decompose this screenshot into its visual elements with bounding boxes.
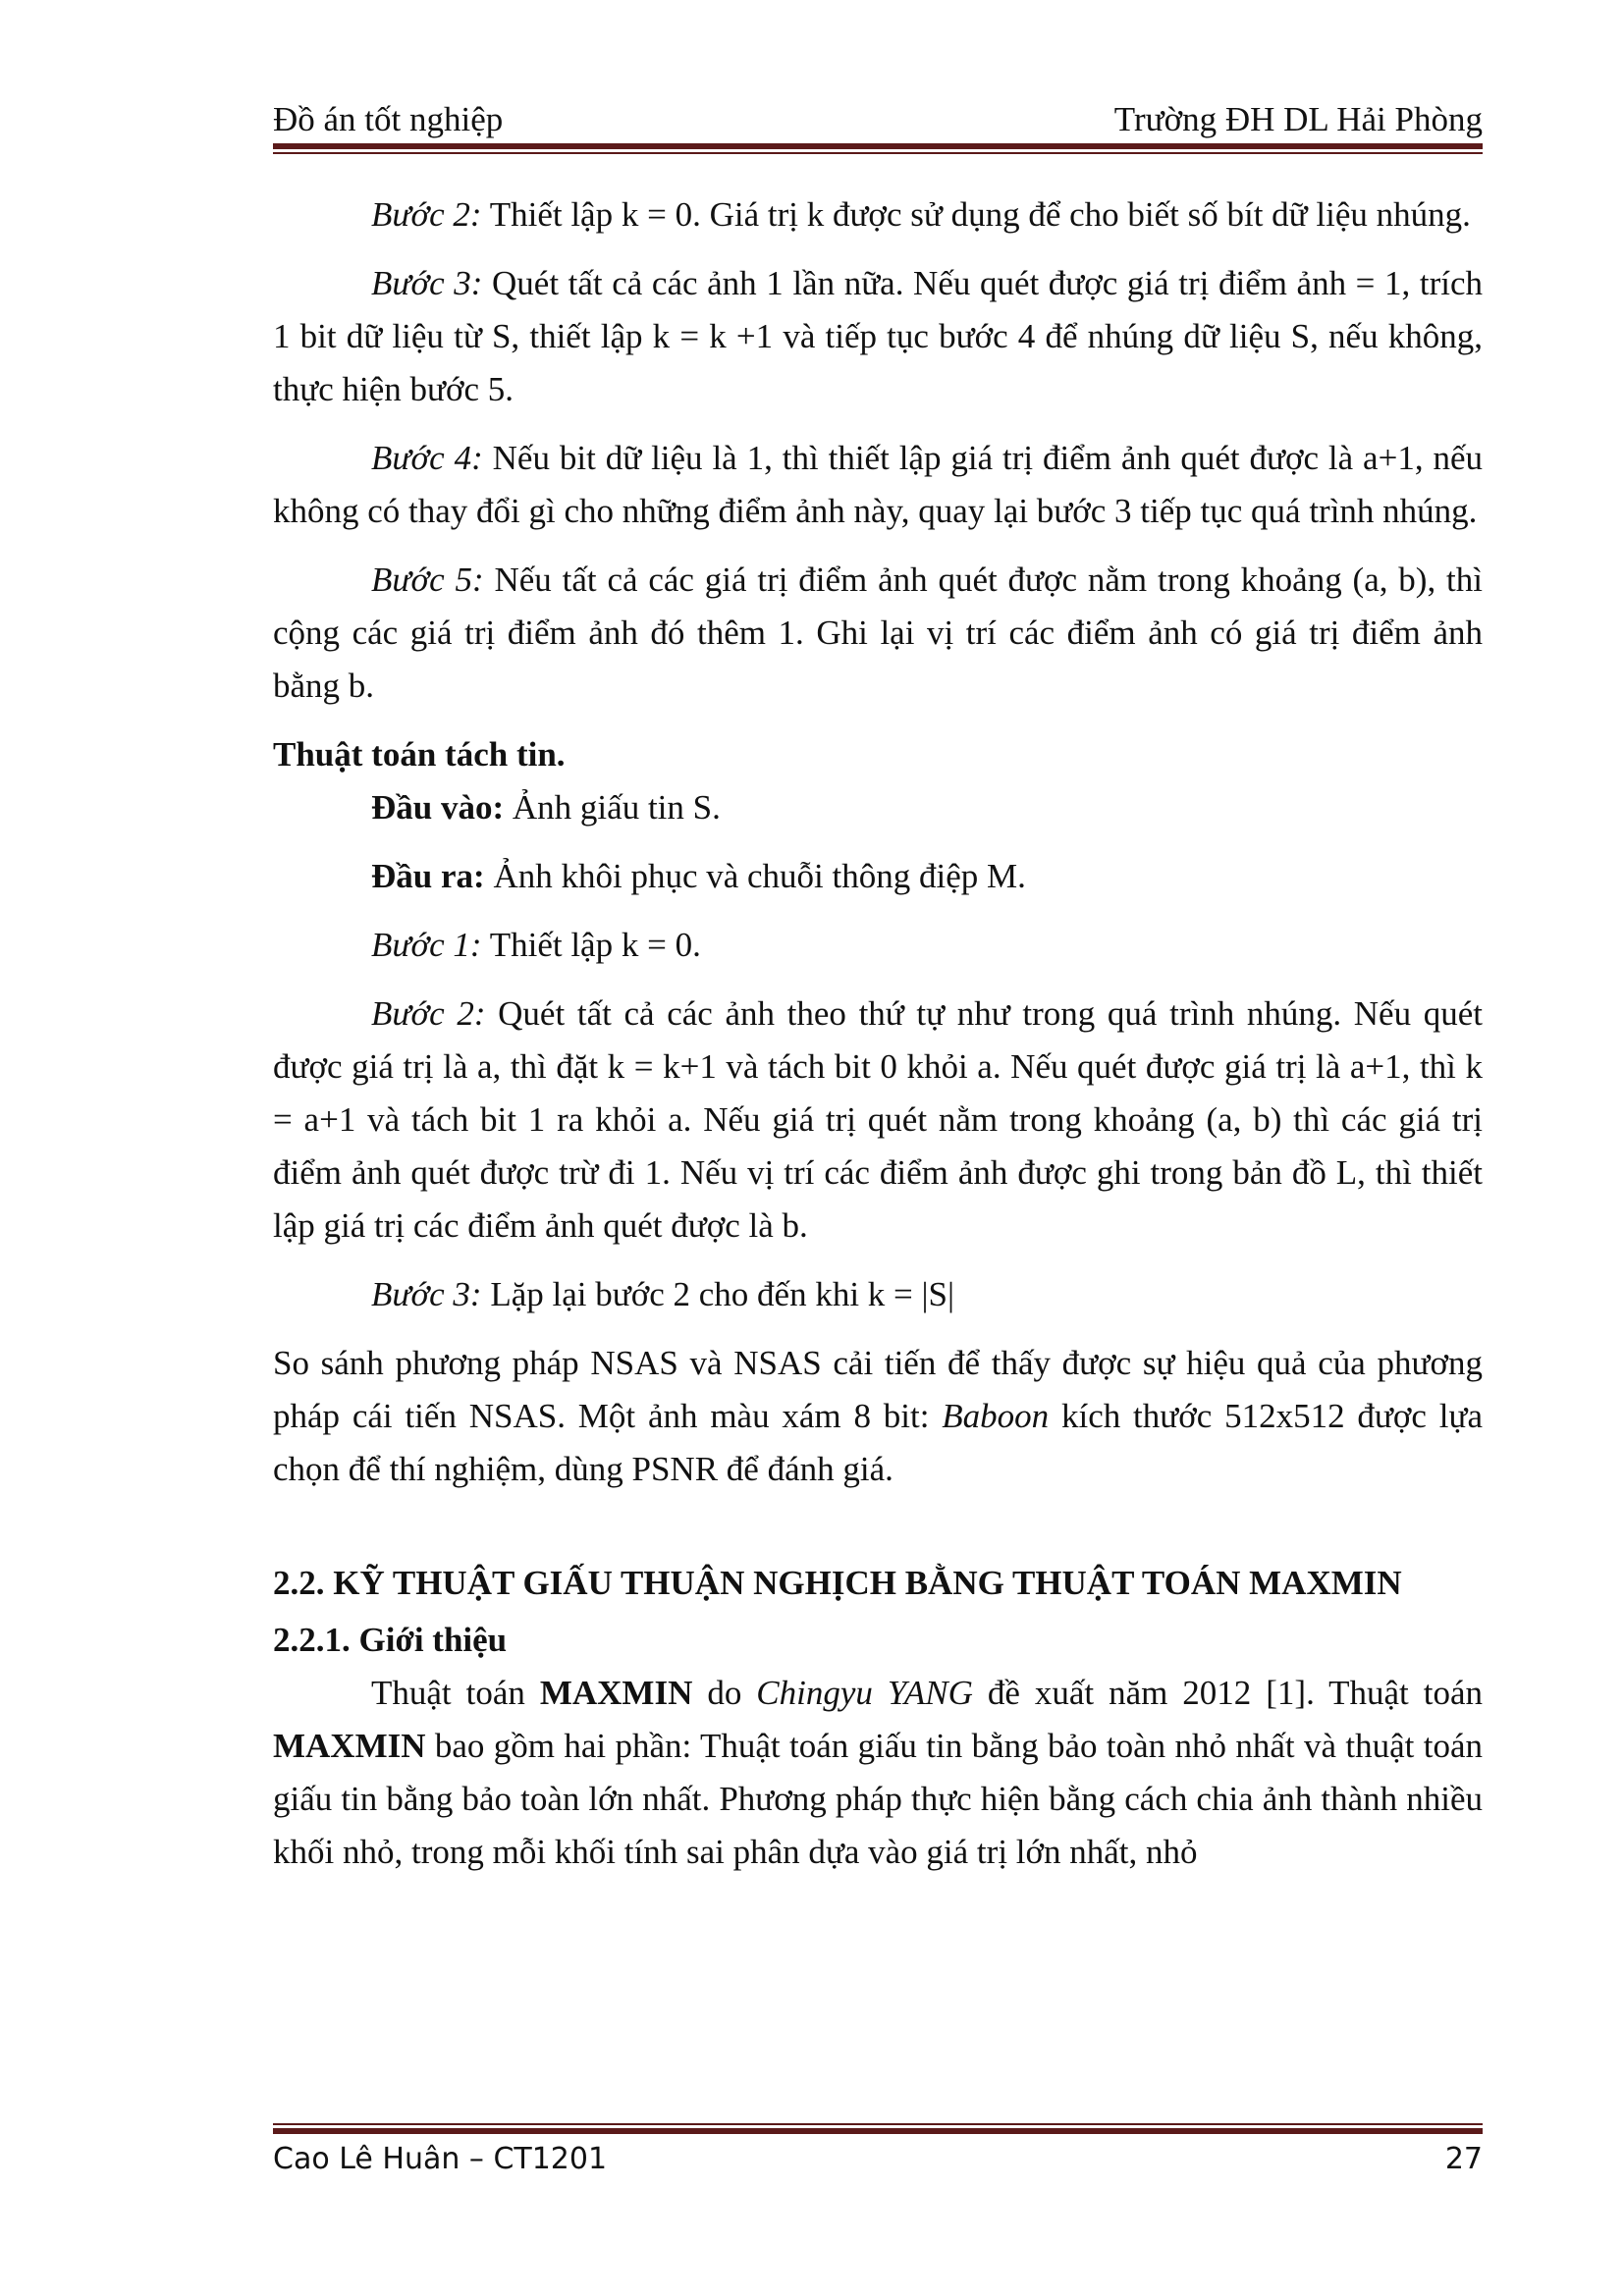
comparison-image-name: Baboon <box>942 1397 1050 1435</box>
step-label: Bước 1: <box>371 926 482 964</box>
extract-step-2 <box>273 988 1483 1253</box>
page-header <box>273 96 1483 143</box>
comparison-text-b: kích thước 512x512 được lựa chọn để thí nghiệm, dùng PSNR để đánh giá. <box>273 1397 1483 1488</box>
extract-output <box>273 850 1483 903</box>
main-content <box>273 188 1483 1879</box>
embed-step-2 <box>273 188 1483 241</box>
comparison-paragraph <box>273 1337 1483 1496</box>
step-label: Bước 2: <box>371 994 486 1033</box>
intro-algorithm-name-2: MAXMIN <box>273 1727 426 1765</box>
embed-step-3 <box>273 257 1483 416</box>
intro-text-b: do <box>692 1674 757 1712</box>
output-label: Đầu ra: <box>371 857 485 895</box>
section-heading: 2.2. KỸ THUẬT GIẤU THUẬN NGHỊCH BẰNG THUẬT TOÁN MAXMIN <box>273 1564 1402 1602</box>
intro-text-a: Thuật toán <box>371 1674 540 1712</box>
step-label: Bước 4: <box>371 439 483 477</box>
input-label: Đầu vào: <box>371 788 505 827</box>
footer-rule-thick <box>273 2128 1483 2134</box>
input-text: Ảnh giấu tin S. <box>504 788 721 827</box>
intro-text-d: bao gồm hai phần: Thuật toán giấu tin bằng bảo toàn nhỏ nhất và thuật toán giấu tin bằng bảo toàn lớn nhất. Phương pháp thực hiện bằng cách chia ảnh thành nhiều khối nhỏ, trong mỗi khối tính sai phân dựa vào giá trị lớn nhất, nhỏ <box>273 1727 1483 1871</box>
step-text: Nếu tất cả các giá trị điểm ảnh quét được nằm trong khoảng (a, b), thì cộng các giá trị điểm ảnh đó thêm 1. Ghi lại vị trí các điểm ảnh có giá trị điểm ảnh bằng b. <box>273 561 1483 705</box>
embed-step-4 <box>273 432 1483 538</box>
header-rule-thick <box>273 143 1483 149</box>
extract-step-3 <box>273 1268 1483 1321</box>
step-label: Bước 3: <box>371 264 483 302</box>
step-text: Thiết lập k = 0. Giá trị k được sử dụng để cho biết số bít dữ liệu nhúng. <box>481 195 1471 234</box>
step-text: Lặp lại bước 2 cho đến khi k = |S| <box>481 1275 955 1313</box>
page-footer <box>273 2136 1483 2183</box>
intro-paragraph <box>273 1667 1483 1879</box>
footer-rule-thin <box>273 2123 1483 2125</box>
step-text: Quét tất cả các ảnh theo thứ tự như trong quá trình nhúng. Nếu quét được giá trị là a, thì đặt k = k+1 và tách bit 0 khỏi a. Nếu quét được giá trị là a+1, thì k = a+1 và tách bit 1 ra khỏi a. Nếu giá trị quét nằm trong khoảng (a, b) thì các giá trị điểm ảnh quét được trừ đi 1. Nếu vị trí các điểm ảnh được ghi trong bản đồ L, thì thiết lập giá trị các điểm ảnh quét được là b. <box>273 994 1483 1245</box>
extract-input <box>273 781 1483 834</box>
step-text: Nếu bit dữ liệu là 1, thì thiết lập giá trị điểm ảnh quét được là a+1, nếu không có thay đổi gì cho những điểm ảnh này, quay lại bước 3 tiếp tục quá trình nhúng. <box>273 439 1484 530</box>
step-label: Bước 3: <box>371 1275 482 1313</box>
intro-text-c: đề xuất năm 2012 [1]. Thuật toán <box>972 1674 1484 1712</box>
subsection-heading: 2.2.1. Giới thiệu <box>273 1621 508 1659</box>
output-text: Ảnh khôi phục và chuỗi thông điệp M. <box>484 857 1026 895</box>
extract-algorithm-title: Thuật toán tách tin. <box>273 735 566 774</box>
header-rule-thin <box>273 152 1483 154</box>
header-title-right: Trường ĐH DL Hải Phòng <box>1113 100 1483 138</box>
step-text: Thiết lập k = 0. <box>481 926 701 964</box>
intro-algorithm-name: MAXMIN <box>539 1674 693 1712</box>
footer-author: Cao Lê Huân – CT1201 <box>273 2142 608 2176</box>
step-text: Quét tất cả các ảnh 1 lần nữa. Nếu quét được giá trị điểm ảnh = 1, trích 1 bit dữ liệu từ S, thiết lập k = k +1 và tiếp tục bước 4 để nhúng dữ liệu S, nếu không, thực hiện bước 5. <box>273 264 1483 408</box>
header-title-left: Đồ án tốt nghiệp <box>273 100 504 138</box>
step-label: Bước 2: <box>371 195 482 234</box>
intro-author: Chingyu YANG <box>756 1674 973 1712</box>
extract-step-1 <box>273 919 1483 972</box>
step-label: Bước 5: <box>371 561 484 599</box>
embed-step-5 <box>273 554 1483 713</box>
page-number: 27 <box>1444 2142 1483 2176</box>
comparison-text-a: So sánh phương pháp NSAS và NSAS cải tiến để thấy được sự hiệu quả của phương pháp cái tiến NSAS. Một ảnh màu xám 8 bit: <box>273 1344 1483 1435</box>
